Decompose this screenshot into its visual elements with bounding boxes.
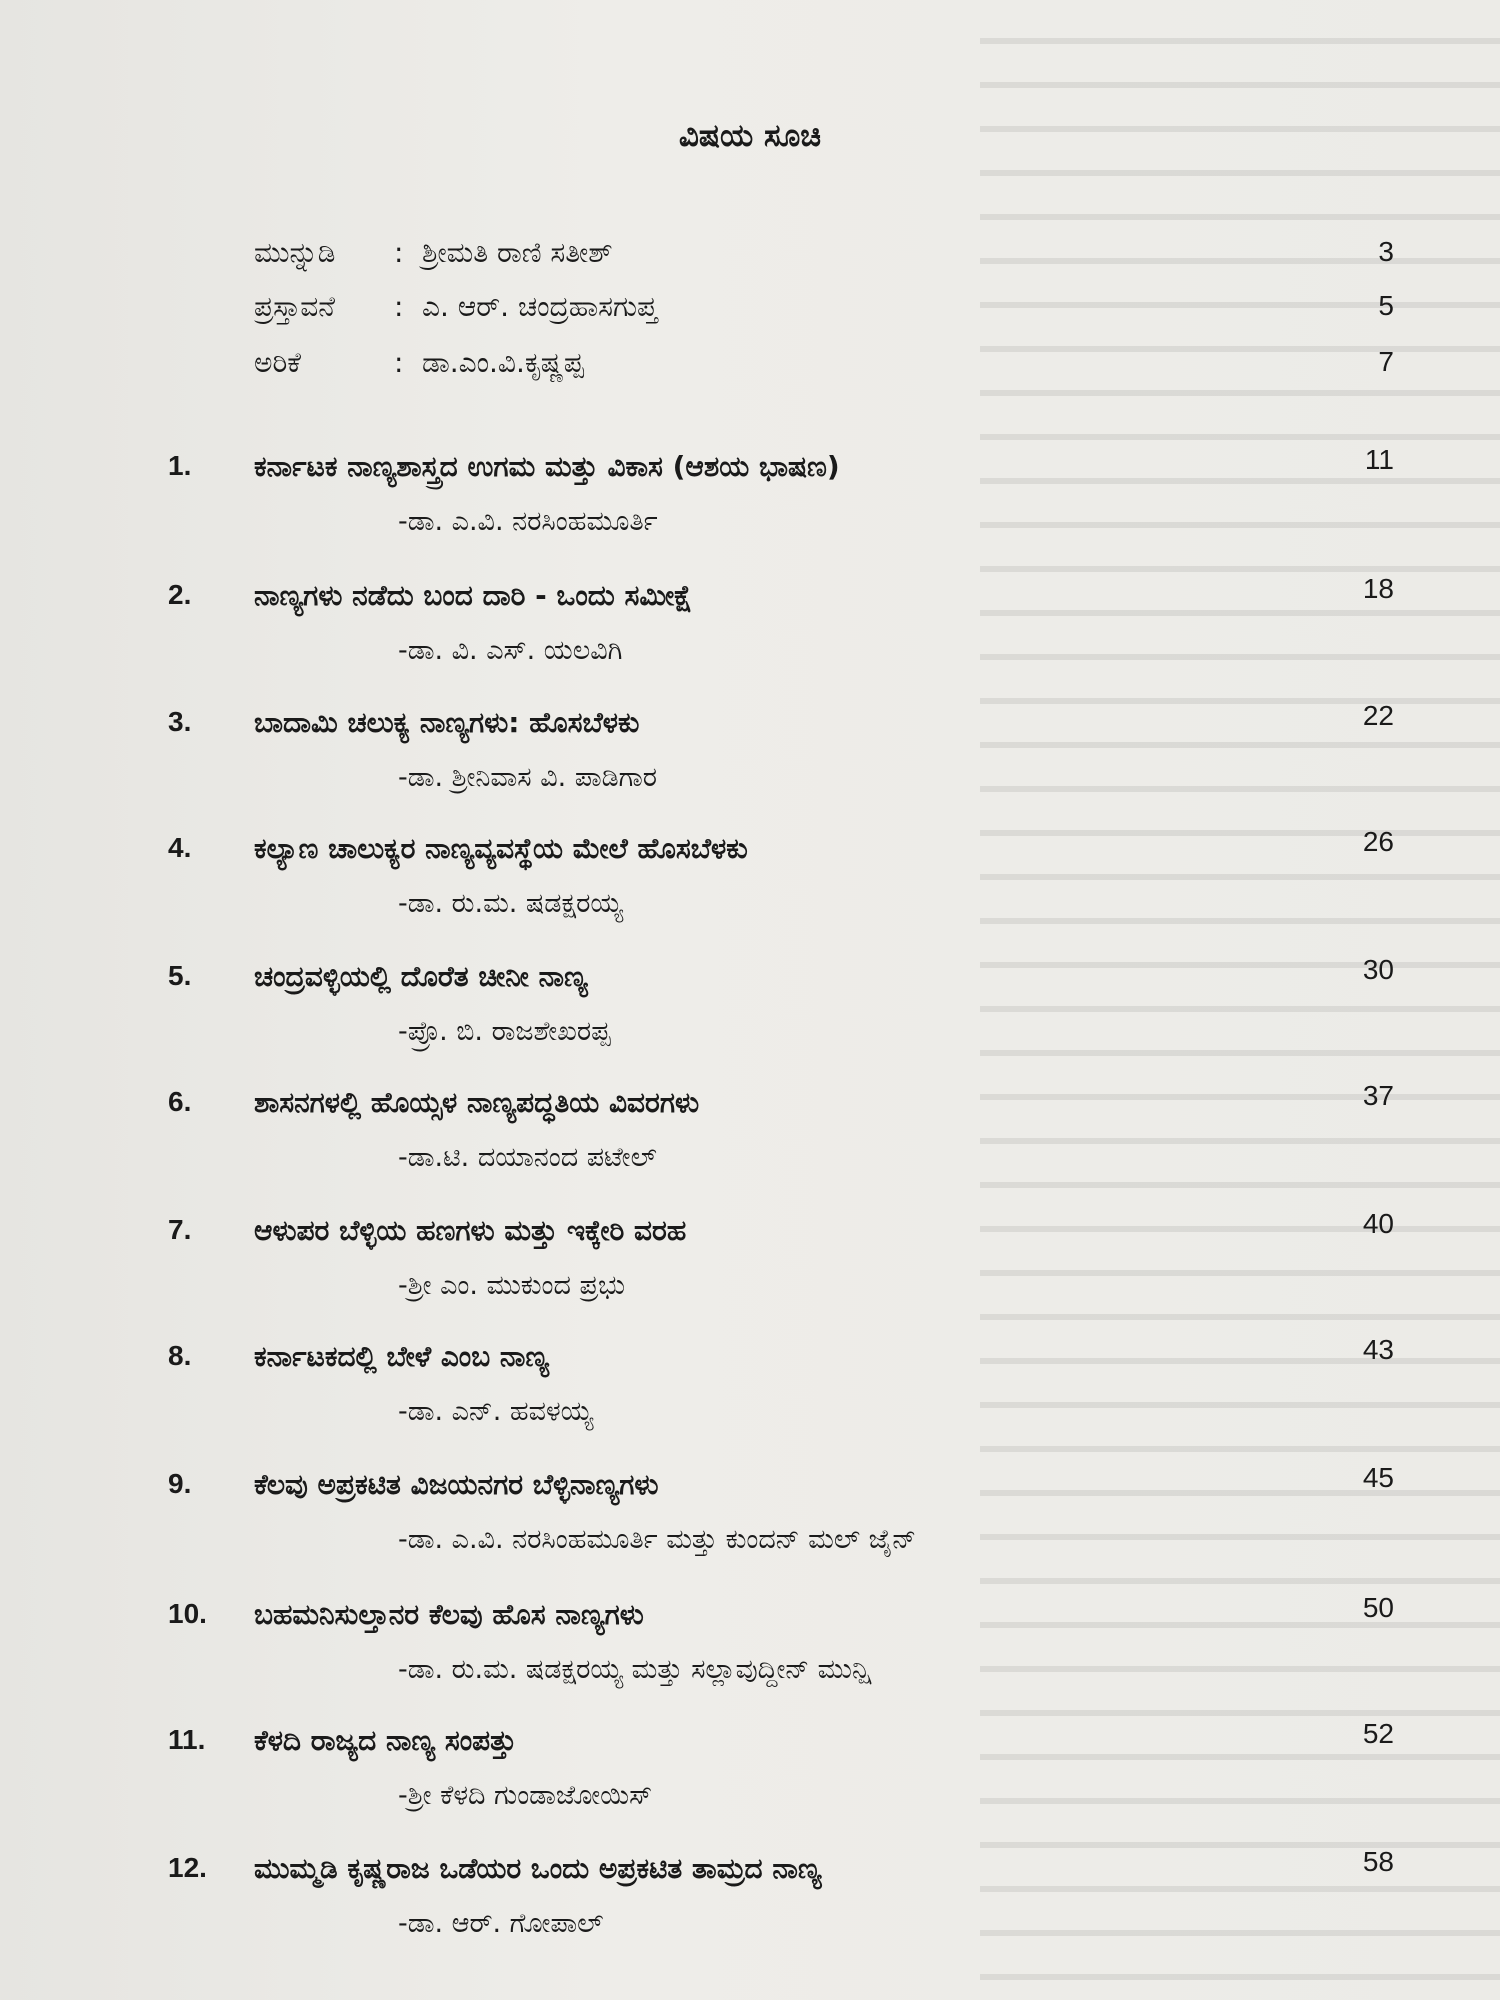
- page-title: ವಿಷಯ ಸೂಚಿ: [678, 118, 822, 154]
- entry-title: ಕೆಲವು ಅಪ್ರಕಟಿತ ವಿಜಯನಗರ ಬೆಳ್ಳಿನಾಣ್ಯಗಳು: [254, 1468, 659, 1501]
- page-number: 45: [1362, 1462, 1394, 1493]
- toc-entry-10: [168, 1592, 1394, 1708]
- intro-label: ಪ್ರಸ್ತಾವನೆ: [254, 290, 335, 323]
- page-number: 43: [1362, 1334, 1394, 1365]
- intro-label: ಮುನ್ನುಡಿ: [254, 236, 336, 269]
- page-number: 7: [1378, 346, 1394, 377]
- entry-author: -ಡಾ. ರು.ಮ. ಷಡಕ್ಷರಯ್ಯ: [398, 888, 624, 919]
- toc-entry-7: [168, 1208, 1394, 1324]
- entry-author: -ಡಾ. ಎನ್. ಹವಳಯ್ಯ: [398, 1396, 594, 1427]
- entry-author: -ಪ್ರೊ. ಬಿ. ರಾಜಶೇಖರಪ್ಪ: [398, 1016, 611, 1047]
- toc-entry-2: [168, 573, 1394, 689]
- page-number: 58: [1362, 1846, 1394, 1877]
- entry-number: 4.: [168, 832, 192, 863]
- entry-author: -ಡಾ. ಶ್ರೀನಿವಾಸ ವಿ. ಪಾಡಿಗಾರ: [398, 762, 658, 793]
- page-number: 5: [1378, 290, 1394, 321]
- entry-author: -ಡಾ. ಎ.ವಿ. ನರಸಿಂಹಮೂರ್ತಿ: [398, 506, 658, 537]
- page-number: 50: [1362, 1592, 1394, 1623]
- toc-entry-3: [168, 700, 1394, 816]
- intro-colon: :: [394, 290, 404, 323]
- toc-entry-9: [168, 1462, 1394, 1578]
- toc-entry-11: [168, 1718, 1394, 1834]
- intro-colon: :: [394, 236, 404, 269]
- page-number: 11: [1364, 444, 1394, 475]
- page-number: 3: [1378, 236, 1394, 267]
- entry-author: -ಶ್ರೀ ಕೆಳದಿ ಗುಂಡಾಜೋಯಿಸ್: [398, 1780, 653, 1811]
- entry-author: -ಡಾ.ಟಿ. ದಯಾನಂದ ಪಟೇಲ್: [398, 1142, 657, 1173]
- entry-number: 9.: [168, 1468, 192, 1499]
- entry-author: -ಡಾ. ಆರ್. ಗೋಪಾಲ್: [398, 1908, 604, 1939]
- intro-author: ಡಾ.ಎಂ.ವಿ.ಕೃಷ್ಣಪ್ಪ: [422, 346, 584, 379]
- toc-entry-8: [168, 1334, 1394, 1450]
- page-number: 22: [1362, 700, 1394, 731]
- intro-author: ಶ್ರೀಮತಿ ರಾಣಿ ಸತೀಶ್: [422, 236, 613, 269]
- entry-number: 1.: [168, 450, 192, 481]
- entry-title: ಕರ್ನಾಟಕದಲ್ಲಿ ಬೇಳೆ ಎಂಬ ನಾಣ್ಯ: [254, 1340, 550, 1373]
- entry-number: 7.: [168, 1214, 192, 1245]
- entry-number: 11.: [168, 1724, 206, 1755]
- entry-title: ಕರ್ನಾಟಕ ನಾಣ್ಯಶಾಸ್ತ್ರದ ಉಗಮ ಮತ್ತು ವಿಕಾಸ (ಆಶಯ ಭಾಷಣ): [254, 450, 840, 483]
- entry-author: -ಡಾ. ರು.ಮ. ಷಡಕ್ಷರಯ್ಯ ಮತ್ತು ಸಲ್ಲಾವುದ್ದೀನ್ ಮುನ್ಷಿ: [398, 1654, 872, 1685]
- entry-title: ಬಾದಾಮಿ ಚಲುಕ್ಯ ನಾಣ್ಯಗಳು: ಹೊಸಬೆಳಕು: [254, 706, 640, 739]
- page-number: 52: [1362, 1718, 1394, 1749]
- entry-title: ನಾಣ್ಯಗಳು ನಡೆದು ಬಂದ ದಾರಿ - ಒಂದು ಸಮೀಕ್ಷೆ: [254, 579, 693, 612]
- entry-title: ಕೆಳದಿ ರಾಜ್ಯದ ನಾಣ್ಯ ಸಂಪತ್ತು: [254, 1724, 517, 1757]
- entry-author: -ಡಾ. ವಿ. ಎಸ್. ಯಲವಿಗಿ: [398, 635, 623, 666]
- entry-number: 10.: [168, 1598, 207, 1629]
- entry-title: ಕಲ್ಯಾಣ ಚಾಲುಕ್ಯರ ನಾಣ್ಯವ್ಯವಸ್ಥೆಯ ಮೇಲೆ ಹೊಸಬೆಳಕು: [254, 832, 748, 865]
- entry-title: ಚಂದ್ರವಳ್ಳಿಯಲ್ಲಿ ದೊರೆತ ಚೀನೀ ನಾಣ್ಯ: [254, 960, 588, 993]
- entry-title: ಮುಮ್ಮಡಿ ಕೃಷ್ಣರಾಜ ಒಡೆಯರ ಒಂದು ಅಪ್ರಕಟಿತ ತಾಮ್ರದ ನಾಣ್ಯ: [254, 1852, 822, 1885]
- intro-label: ಅರಿಕೆ: [254, 346, 301, 379]
- entry-title: ಆಳುಪರ ಬೆಳ್ಳಿಯ ಹಣಗಳು ಮತ್ತು ಇಕ್ಕೇರಿ ವರಹ: [254, 1214, 687, 1247]
- page-number: 30: [1362, 954, 1394, 985]
- intro-row-preface: [254, 236, 1394, 286]
- entry-number: 2.: [168, 579, 192, 610]
- toc-entry-5: [168, 954, 1394, 1070]
- entry-number: 3.: [168, 706, 192, 737]
- entry-number: 12.: [168, 1852, 207, 1883]
- page-number: 26: [1362, 826, 1394, 857]
- entry-title: ಬಹಮನಿಸುಲ್ತಾನರ ಕೆಲವು ಹೊಸ ನಾಣ್ಯಗಳು: [254, 1598, 644, 1631]
- intro-row-introduction: [254, 290, 1394, 340]
- intro-author: ಎ. ಆರ್. ಚಂದ್ರಹಾಸಗುಪ್ತ: [422, 290, 658, 323]
- toc-entry-1: [168, 444, 1394, 560]
- entry-title: ಶಾಸನಗಳಲ್ಲಿ ಹೊಯ್ಸಳ ನಾಣ್ಯಪದ್ಧತಿಯ ವಿವರಗಳು: [254, 1086, 700, 1119]
- toc-entry-4: [168, 826, 1394, 942]
- entry-number: 6.: [168, 1086, 192, 1117]
- page-number: 40: [1362, 1208, 1394, 1239]
- entry-author: -ಶ್ರೀ ಎಂ. ಮುಕುಂದ ಪ್ರಭು: [398, 1270, 626, 1301]
- intro-colon: :: [394, 346, 404, 379]
- entry-number: 5.: [168, 960, 192, 991]
- entry-author: -ಡಾ. ಎ.ವಿ. ನರಸಿಂಹಮೂರ್ತಿ ಮತ್ತು ಕುಂದನ್ ಮಲ್ ಜೈನ್: [398, 1524, 917, 1555]
- intro-row-note: [254, 346, 1394, 396]
- page-number: 18: [1362, 573, 1394, 604]
- entry-number: 8.: [168, 1340, 192, 1371]
- toc-entry-6: [168, 1080, 1394, 1196]
- page-number: 37: [1362, 1080, 1394, 1111]
- toc-entry-12: [168, 1846, 1394, 1962]
